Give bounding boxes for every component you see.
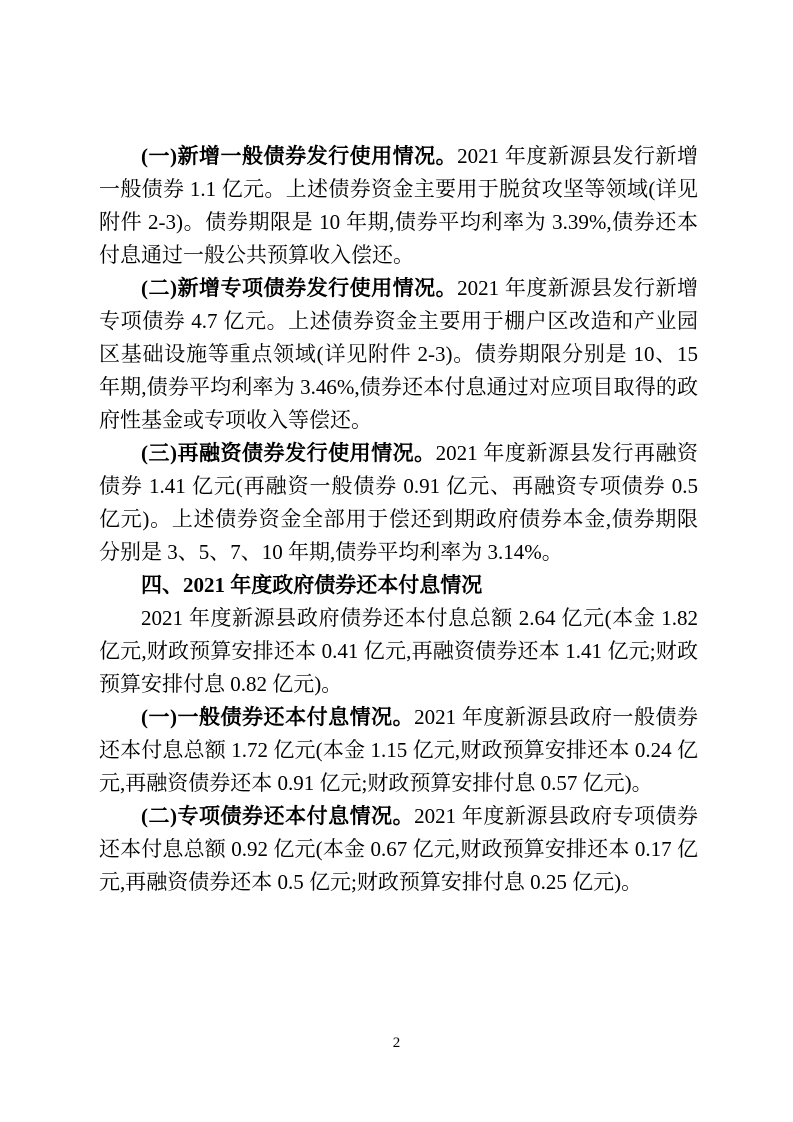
paragraph-lead: (一)新增一般债券发行使用情况。	[141, 144, 458, 168]
paragraph: (二)专项债券还本付息情况。2021 年度新源县政府专项债券还本付息总额 0.92 亿元(本金 0.67 亿元,财政预算安排还本 0.17 亿元,再融资债券还本 0.5 亿元;财政预算安排付息 0.25 亿元)。	[99, 804, 698, 894]
paragraph: (二)新增专项债券发行使用情况。2021 年度新源县发行新增专项债券 4.7 亿元。上述债券资金主要用于棚户区改造和产业园区基础设施等重点领域(详见附件 2-3)。债券期限分别是 10、15 年期,债券平均利率为 3.46%,债券还本付息通过对应项目取得的政府性基金或专项收入等偿还。	[99, 276, 698, 432]
document-body	[99, 140, 698, 899]
paragraph: (一)一般债券还本付息情况。2021 年度新源县政府一般债券还本付息总额 1.72 亿元(本金 1.15 亿元,财政预算安排还本 0.24 亿元,再融资债券还本 0.91 亿元;财政预算安排付息 0.57 亿元)。	[99, 705, 698, 795]
page-number: 2	[392, 1035, 401, 1051]
paragraph: 2021 年度新源县政府债券还本付息总额 2.64 亿元(本金 1.82 亿元,财政预算安排还本 0.41 亿元,再融资债券还本 1.41 亿元;财政预算安排付息 0.82 亿元)。	[99, 606, 698, 696]
section-heading: 四、2021 年度政府债券还本付息情况	[141, 573, 483, 597]
paragraph-lead: (二)新增专项债券发行使用情况。	[141, 276, 458, 300]
paragraph: (一)新增一般债券发行使用情况。2021 年度新源县发行新增一般债券 1.1 亿元。上述债券资金主要用于脱贫攻坚等领域(详见附件 2-3)。债券期限是 10 年期,债券平均利率为 3.39%,债券还本付息通过一般公共预算收入偿还。	[99, 144, 698, 267]
paragraph-lead: (二)专项债券还本付息情况。	[141, 804, 415, 828]
paragraph: (三)再融资债券发行使用情况。2021 年度新源县发行再融资债券 1.41 亿元(再融资一般债券 0.91 亿元、再融资专项债券 0.5 亿元)。上述债券资金全部用于偿还到期政府债券本金,债券期限分别是 3、5、7、10 年期,债券平均利率为 3.14%。	[99, 441, 698, 564]
paragraph-lead: (一)一般债券还本付息情况。	[141, 705, 415, 729]
paragraph-lead: (三)再融资债券发行使用情况。	[141, 441, 436, 465]
